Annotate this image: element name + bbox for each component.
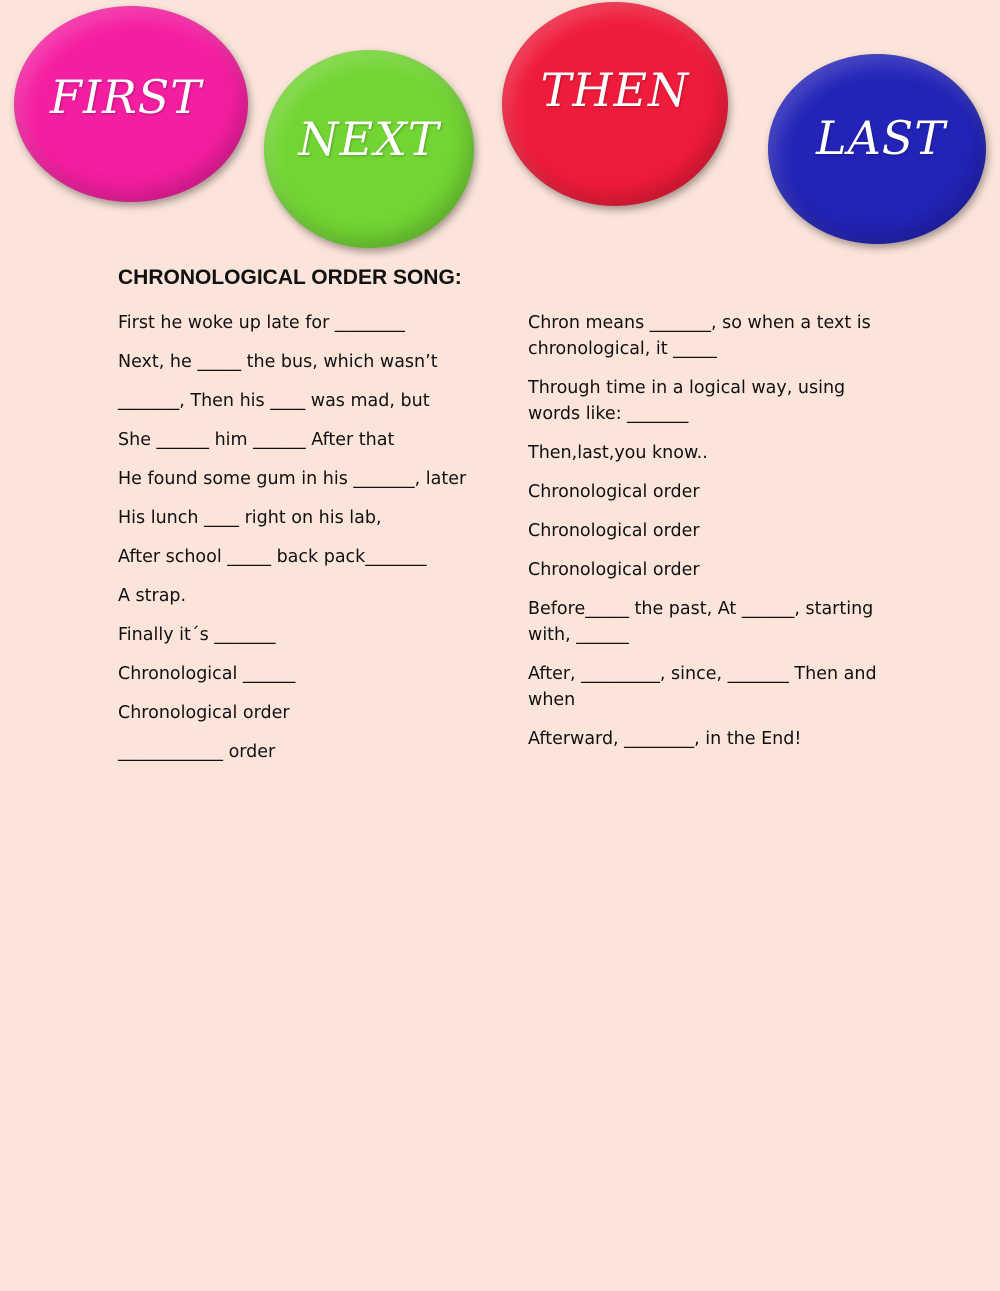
lyric-line: Chronological order xyxy=(528,521,700,541)
lyric-line: Chronological order xyxy=(118,703,290,723)
then-bubble-label: THEN xyxy=(540,63,690,117)
lyric-line: Finally it´s _______ xyxy=(118,625,276,645)
lyric-line: A strap. xyxy=(118,586,187,606)
song-title: CHRONOLOGICAL ORDER SONG: xyxy=(118,266,462,289)
lyric-line: ____________ order xyxy=(118,742,276,762)
lyric-line: First he woke up late for ________ xyxy=(118,313,405,333)
lyric-line: His lunch ____ right on his lab, xyxy=(118,508,382,528)
lyrics-right-column xyxy=(528,310,898,765)
lyric-line: _______, Then his ____ was mad, but xyxy=(118,391,430,411)
next-bubble xyxy=(264,50,474,248)
last-bubble xyxy=(768,54,986,244)
lyric-line: Chronological order xyxy=(528,560,700,580)
first-bubble-label: FIRST xyxy=(50,70,202,124)
lyric-line: Chronological ______ xyxy=(118,664,296,684)
lyric-line: Chron means _______, so when a text is chronological, it _____ xyxy=(528,313,871,359)
lyric-line: Before_____ the past, At ______, starting with, ______ xyxy=(528,599,874,645)
lyric-line: Afterward, ________, in the End! xyxy=(528,729,802,749)
next-bubble-label: NEXT xyxy=(298,112,440,166)
then-bubble xyxy=(502,2,728,206)
last-bubble-label: LAST xyxy=(816,111,946,165)
lyric-line: Chronological order xyxy=(528,482,700,502)
lyric-line: After school _____ back pack_______ xyxy=(118,547,427,567)
lyric-line: He found some gum in his _______, later xyxy=(118,469,467,489)
lyric-line: Next, he _____ the bus, which wasn’t xyxy=(118,352,438,372)
first-bubble xyxy=(14,6,248,202)
lyric-line: Then,last,you know.. xyxy=(528,443,708,463)
lyric-line: Through time in a logical way, using words like: _______ xyxy=(528,378,846,424)
lyric-line: She ______ him ______ After that xyxy=(118,430,395,450)
lyrics-left-column xyxy=(118,310,478,778)
lyric-line: After, _________, since, _______ Then and when xyxy=(528,664,877,710)
